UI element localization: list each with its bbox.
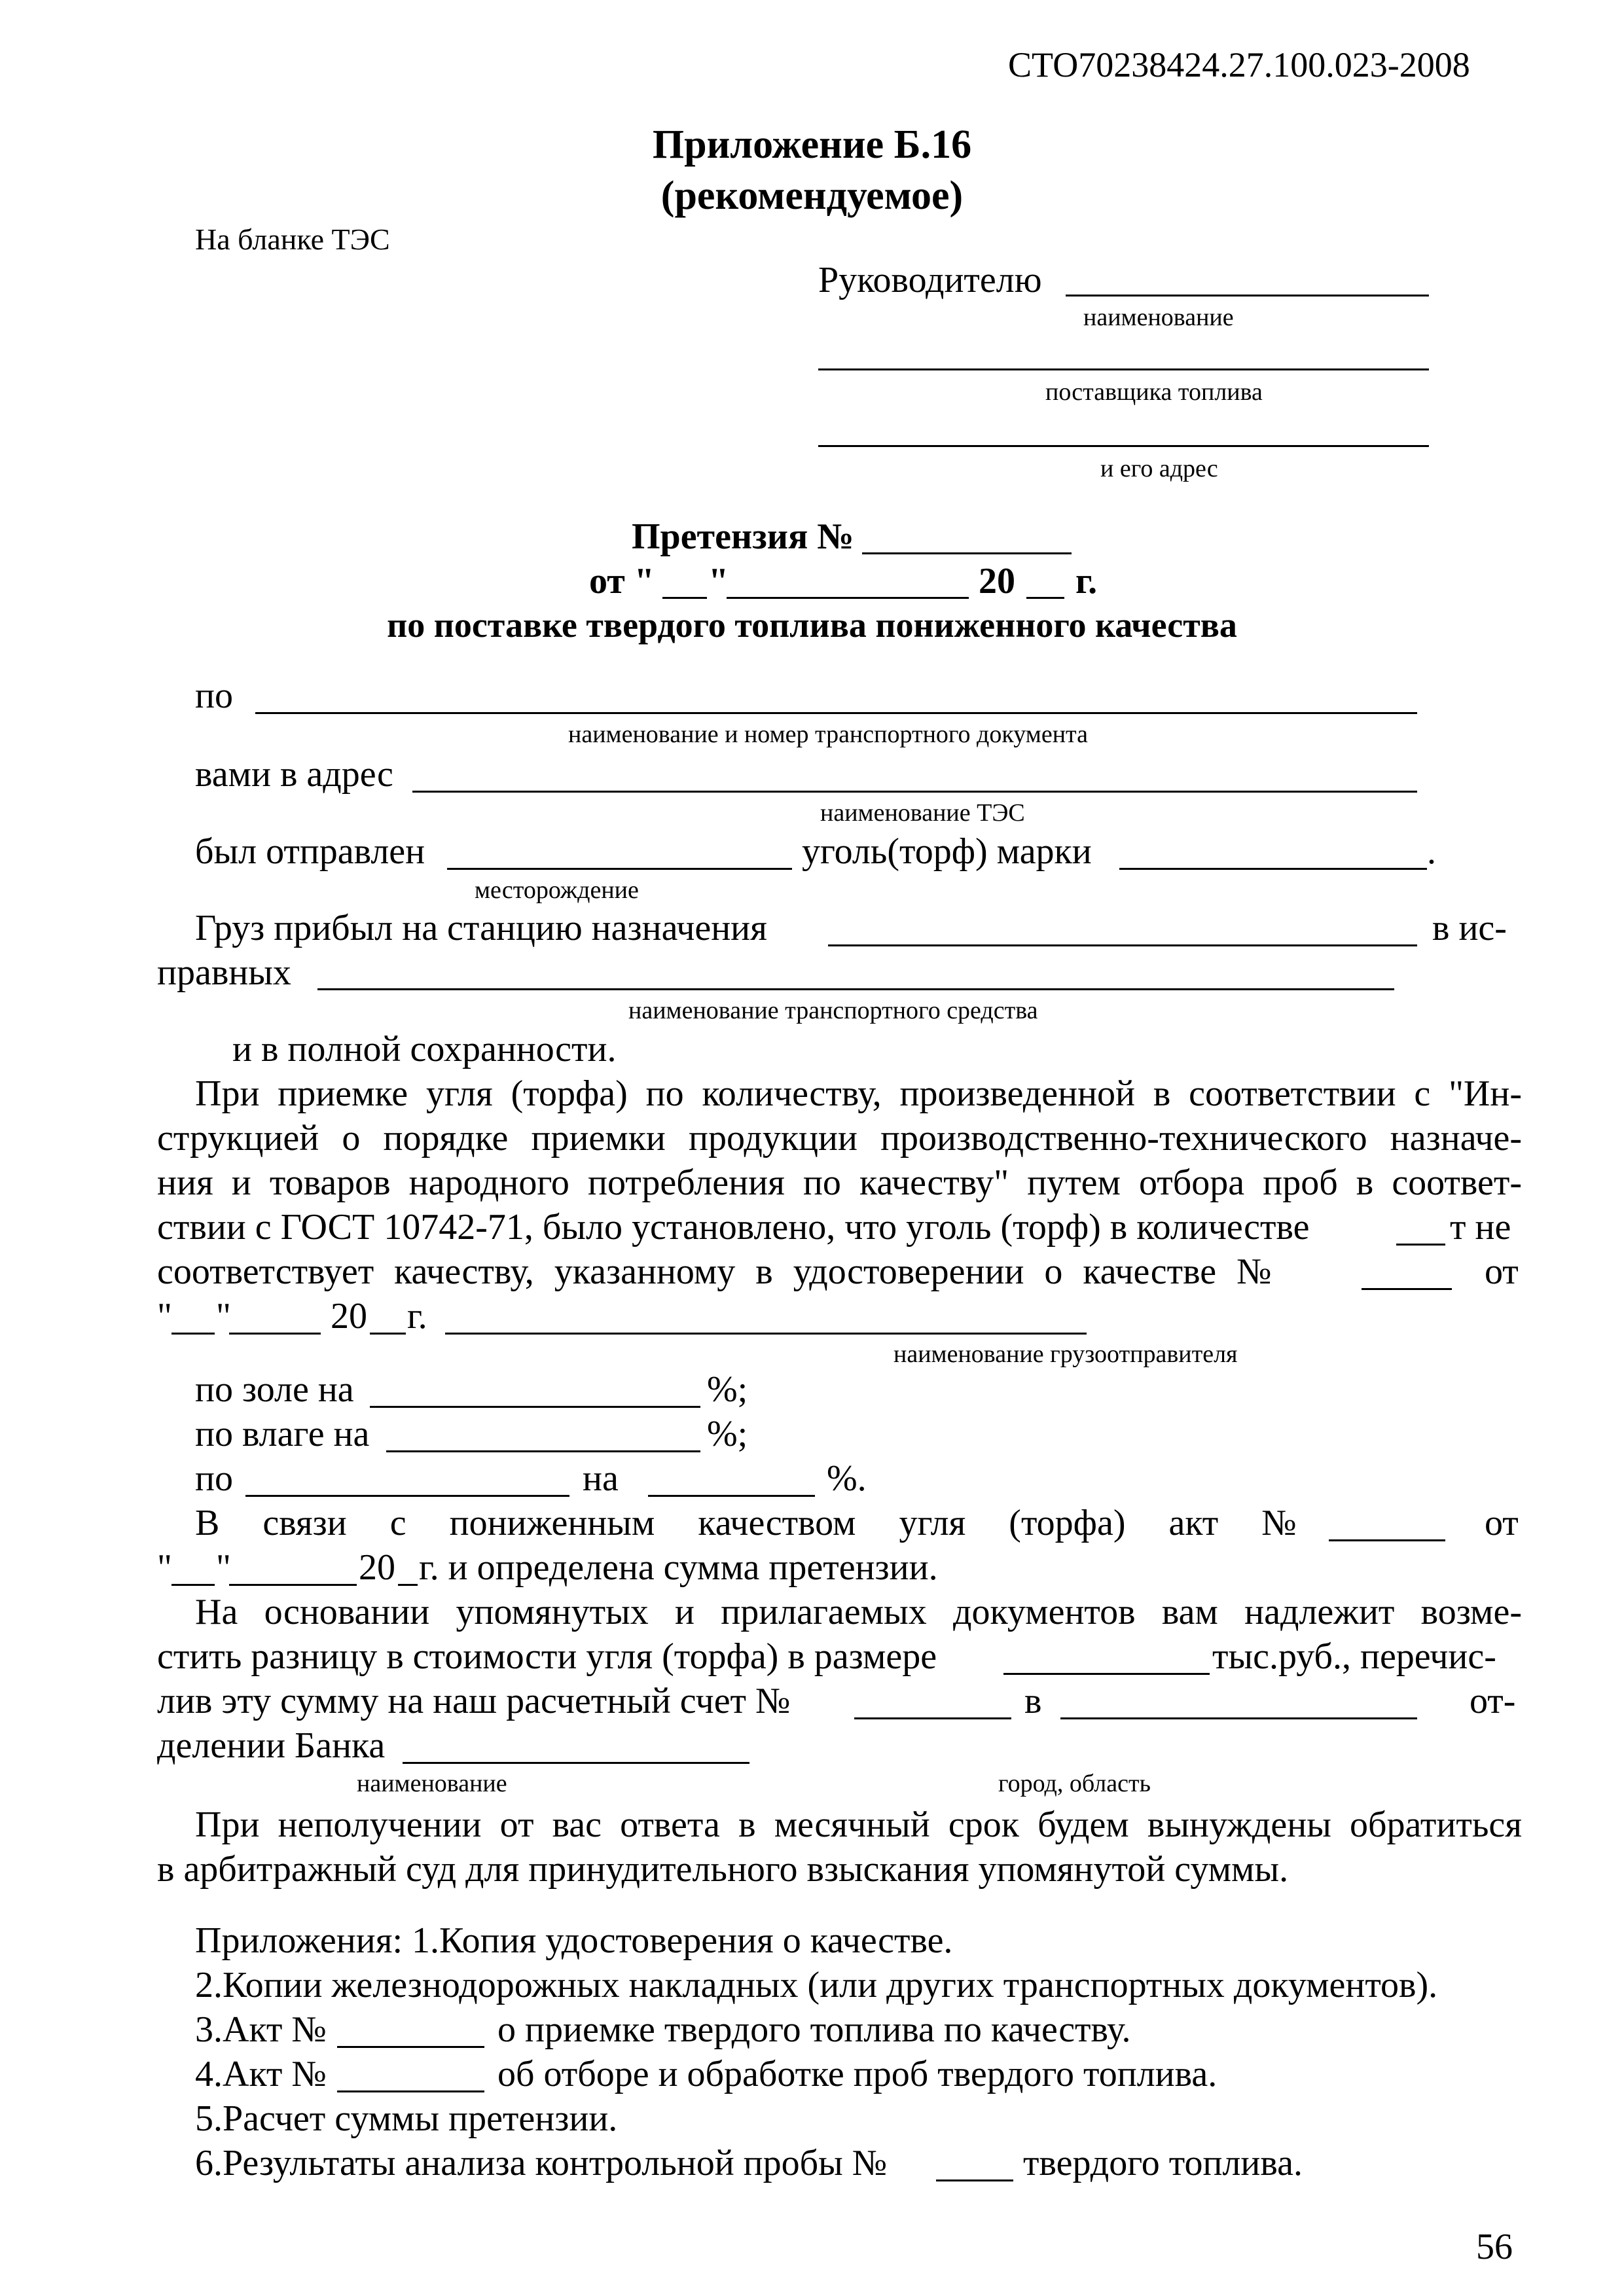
sent-label: был отправлен [195, 831, 425, 872]
attachment-6b: твердого топлива. [1023, 2143, 1303, 2183]
grounds-line-3a: лив эту сумму на наш расчетный счет № [157, 1681, 791, 1721]
acceptance-line-3: ния и товаров народного потребления по качеству" путем отбора проб в соответ- [157, 1162, 1522, 1203]
arrival-station-line [828, 944, 1417, 946]
act-year-suffix: г. и определена сумма претензии. [419, 1547, 938, 1588]
addressee-caption-supplier: поставщика топлива [1045, 378, 1263, 406]
intact-label: и в полной сохранности. [232, 1029, 617, 1069]
attachment-3-number-line [337, 2046, 484, 2048]
claim-year-prefix: 20 [979, 561, 1015, 601]
account-number-line [854, 1717, 1011, 1719]
cert-day-line [171, 1333, 215, 1335]
other-po-label: по [195, 1458, 233, 1499]
claim-year-line [1026, 597, 1064, 599]
other-percent: %. [827, 1458, 867, 1499]
caption-city-region: город, область [998, 1770, 1151, 1797]
reduced-quality-line-1b: от [1485, 1503, 1519, 1543]
ash-label: по золе на [195, 1369, 354, 1410]
addressee-line-1 [1066, 295, 1429, 296]
shipper-line [445, 1333, 1087, 1335]
coal-brand-label: уголь(торф) марки [802, 831, 1092, 872]
caption-tes: наименование ТЭС [820, 799, 1025, 827]
appendix-subtitle: (рекомендуемое) [660, 173, 964, 218]
other-value-line [648, 1495, 815, 1497]
addressee-caption-name: наименование [1083, 304, 1234, 331]
bank-name-line [403, 1762, 749, 1764]
transport-doc-line [255, 712, 1417, 714]
moisture-line [386, 1450, 700, 1452]
act-day-line [171, 1584, 215, 1586]
attachment-4b: об отборе и обработке проб твердого топлива. [497, 2054, 1218, 2094]
attachment-1: Приложения: 1.Копия удостоверения о качестве. [195, 1920, 953, 1961]
sent-period: . [1427, 831, 1436, 872]
no-response-line-1: При неполучении от вас ответа в месячный срок будем вынуждены обратиться [195, 1804, 1522, 1845]
attachment-3a: 3.Акт № [195, 2009, 327, 2050]
cert-month-line [229, 1333, 321, 1335]
claim-month-line [727, 597, 969, 599]
no-response-line-2: в арбитражный суд для принудительного взыскания упомянутой суммы. [157, 1849, 1289, 1890]
ash-percent: %; [707, 1369, 748, 1410]
act-date-open: " [157, 1547, 172, 1588]
arrival-v-is: в ис- [1432, 908, 1507, 948]
caption-bank-name: наименование [357, 1770, 507, 1797]
caption-shipper: наименование грузоотправителя [893, 1340, 1238, 1368]
reduced-quality-line-1a: В связи с пониженным качеством угля (торфа) акт № [195, 1503, 1297, 1543]
act-year-prefix: 20 [359, 1547, 395, 1588]
cert-year-line [370, 1333, 406, 1335]
acceptance-line-5b: от [1485, 1251, 1519, 1292]
claim-date-from: от " [589, 561, 655, 601]
po-label: по [195, 675, 233, 716]
act-date-close: " [216, 1547, 231, 1588]
cert-year-prefix: 20 [331, 1296, 367, 1336]
attachment-6-number-line [936, 2179, 1013, 2181]
grounds-line-1: На основании упомянутых и прилагаемых документов вам надлежит возме- [195, 1592, 1522, 1632]
document-code: СТО70238424.27.100.023-2008 [1008, 45, 1470, 84]
acceptance-line-1: При приемке угля (торфа) по количеству, произведенной в соответствии с "Ин- [195, 1073, 1522, 1114]
moisture-label: по влаге на [195, 1414, 370, 1454]
claim-date-quote: " [708, 561, 729, 601]
claim-number-line [862, 552, 1072, 554]
amount-line [1003, 1673, 1210, 1675]
city-line [1060, 1717, 1417, 1719]
attachment-4-number-line [337, 2090, 484, 2092]
attachment-2: 2.Копии железнодорожных накладных (или других транспортных документов). [195, 1965, 1438, 2005]
grounds-line-4: делении Банка [157, 1725, 386, 1766]
letterhead-note: На бланке ТЭС [195, 223, 390, 256]
grounds-line-2a: стить разницу в стоимости угля (торфа) в размере [157, 1636, 937, 1677]
field-line [447, 868, 792, 870]
addressee-line-3 [818, 445, 1429, 447]
acceptance-line-5a: соответствует качеству, указанному в удостоверении о качестве № [157, 1251, 1272, 1292]
attachment-3b: о приемке твердого топлива по качеству. [497, 2009, 1131, 2050]
claim-year-suffix: г. [1075, 561, 1098, 601]
claim-subject: по поставке твердого топлива пониженного качества [387, 605, 1237, 645]
certificate-number-line [1362, 1288, 1452, 1290]
grounds-line-3c: от- [1470, 1681, 1516, 1721]
acceptance-line-4a: ствии с ГОСТ 10742-71, было установлено, что уголь (торф) в количестве [157, 1207, 1310, 1247]
page-number: 56 [1476, 2227, 1513, 2267]
attachment-5: 5.Расчет суммы претензии. [195, 2098, 618, 2139]
tes-line [412, 791, 1417, 793]
ash-line [370, 1406, 700, 1408]
act-month-line [229, 1584, 357, 1586]
caption-vehicle: наименование транспортного средства [628, 997, 1038, 1024]
act-year-line [398, 1584, 418, 1586]
caption-transport-doc: наименование и номер транспортного документа [568, 721, 1088, 748]
address-label: вами в адрес [195, 754, 393, 795]
vehicle-line [317, 988, 1394, 990]
caption-field: месторождение [475, 876, 639, 904]
other-na-label: на [583, 1458, 619, 1499]
other-param-line [245, 1495, 569, 1497]
act-number-line [1329, 1539, 1445, 1541]
cert-date-open: " [157, 1296, 172, 1336]
attachment-6a: 6.Результаты анализа контрольной пробы № [195, 2143, 888, 2183]
cert-year-suffix: г. [407, 1296, 427, 1336]
arrival-label: Груз прибыл на станцию назначения [195, 908, 767, 948]
moisture-percent: %; [707, 1414, 748, 1454]
appendix-title: Приложение Б.16 [652, 122, 972, 167]
acceptance-line-2: струкцией о порядке приемки продукции производственно-технического назначе- [157, 1118, 1522, 1158]
acceptance-line-4b: т не [1450, 1207, 1511, 1247]
claim-title: Претензия № [632, 516, 854, 557]
attachment-4a: 4.Акт № [195, 2054, 327, 2094]
serviceable-label: правных [157, 952, 291, 993]
grounds-line-2b: тыс.руб., перечис- [1212, 1636, 1496, 1677]
addressee-label: Руководителю [818, 260, 1042, 300]
addressee-caption-address: и его адрес [1100, 455, 1218, 482]
grounds-line-3b: в [1024, 1681, 1042, 1721]
addressee-line-2 [818, 368, 1429, 370]
claim-day-line [662, 597, 707, 599]
coal-brand-line [1119, 868, 1427, 870]
cert-date-close: " [216, 1296, 231, 1336]
quantity-line [1396, 1244, 1445, 1246]
